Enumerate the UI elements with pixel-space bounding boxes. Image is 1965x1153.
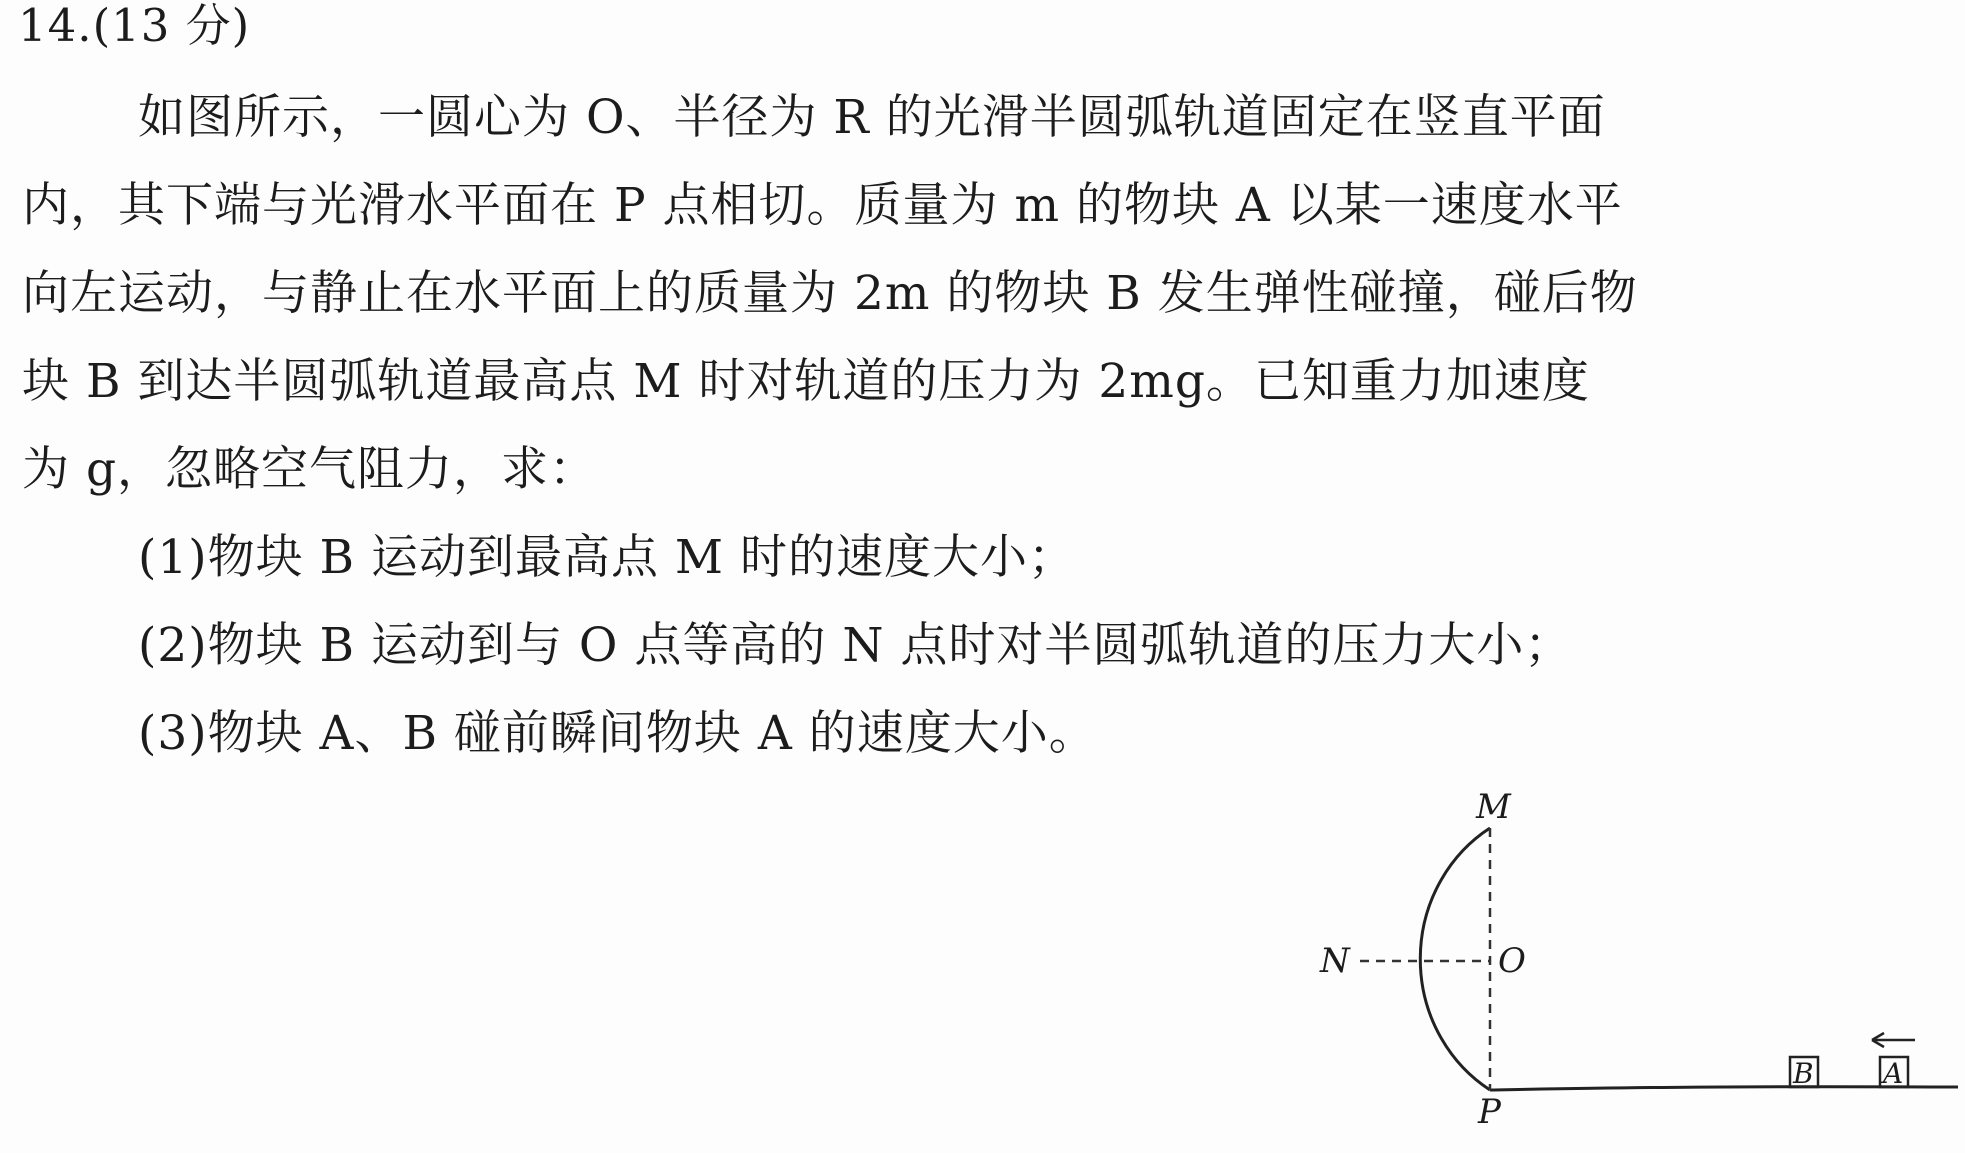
label-n: N xyxy=(1320,941,1350,981)
question-text-line-4: 块 B 到达半圆弧轨道最高点 M 时对轨道的压力为 2mg。已知重力加速度 xyxy=(22,354,1590,409)
label-o: O xyxy=(1498,941,1526,981)
horizontal-ground xyxy=(1490,1087,1958,1090)
block-a xyxy=(1880,1057,1908,1087)
sub-question-3: (3)物块 A、B 碰前瞬间物块 A 的速度大小。 xyxy=(138,706,1097,761)
label-p: P xyxy=(1478,1092,1501,1132)
semicircle-track xyxy=(1420,828,1490,1090)
question-text-line-3: 向左运动，与静止在水平面上的质量为 2m 的物块 B 发生弹性碰撞，碰后物 xyxy=(22,266,1638,321)
velocity-arrow-head xyxy=(1872,1033,1884,1047)
question-text-line-2: 内，其下端与光滑水平面在 P 点相切。质量为 m 的物块 A 以某一速度水平 xyxy=(22,178,1623,233)
sub-question-2: (2)物块 B 运动到与 O 点等高的 N 点时对半圆弧轨道的压力大小； xyxy=(138,618,1573,673)
question-text-line-5: 为 g，忽略空气阻力，求： xyxy=(22,442,598,497)
sub-question-1: (1)物块 B 运动到最高点 M 时的速度大小； xyxy=(138,530,1076,585)
block-a-label: A xyxy=(1883,1057,1904,1090)
block-b-label: B xyxy=(1793,1057,1814,1090)
label-m: M xyxy=(1476,787,1511,827)
block-b xyxy=(1790,1057,1818,1087)
question-number: 14.(13 分) xyxy=(18,0,251,52)
question-text-line-1: 如图所示，一圆心为 O、半径为 R 的光滑半圆弧轨道固定在竖直平面 xyxy=(138,90,1606,145)
